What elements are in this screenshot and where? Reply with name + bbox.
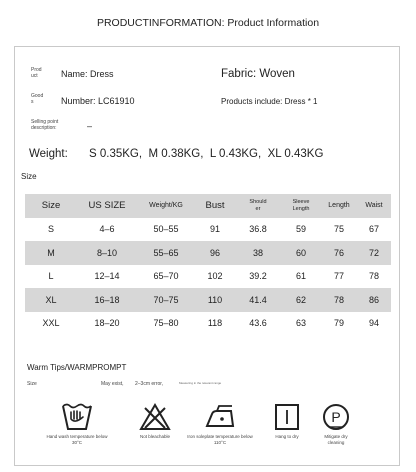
table-cell: 110 bbox=[195, 288, 235, 312]
selling-point-label: Selling point description: bbox=[31, 119, 59, 131]
table-cell: 55–65 bbox=[137, 241, 195, 265]
header-size: Size bbox=[25, 194, 77, 218]
table-cell: 86 bbox=[357, 288, 391, 312]
fabric: Fabric: Woven bbox=[221, 68, 295, 80]
table-cell: 18–20 bbox=[94, 318, 120, 329]
table-cell: 78 bbox=[321, 288, 357, 312]
table-cell: 76 bbox=[321, 241, 357, 265]
warm-tips-title: Warm Tips/WARMPROMPT bbox=[27, 363, 127, 372]
table-cell: 61 bbox=[295, 271, 306, 282]
table-row bbox=[25, 288, 391, 312]
product-tag: Prod uct bbox=[31, 67, 42, 79]
header-sleeve-length: Sleeve Length bbox=[281, 194, 321, 218]
product-info-card bbox=[14, 46, 400, 466]
table-row bbox=[25, 312, 391, 336]
table-cell: 70–75 bbox=[137, 288, 195, 312]
goods-tag: Good s bbox=[31, 93, 44, 105]
care-hang-dry bbox=[265, 402, 309, 440]
table-cell: 50–55 bbox=[153, 224, 179, 235]
iron-low-temp-icon bbox=[203, 402, 237, 432]
care-label: Not bleachable bbox=[139, 434, 171, 439]
table-cell: 91 bbox=[209, 224, 220, 235]
weight-s: S 0.35KG, bbox=[89, 148, 143, 160]
table-cell: 79 bbox=[333, 318, 344, 329]
care-label: Hand wash temperature below 30°C bbox=[46, 434, 108, 445]
size-label: Size bbox=[21, 172, 37, 181]
table-cell: 62 bbox=[281, 288, 321, 312]
table-cell: M bbox=[25, 241, 77, 265]
table-cell: 4–6 bbox=[99, 224, 115, 235]
table-row bbox=[25, 218, 391, 242]
table-cell: XXL bbox=[42, 318, 60, 329]
product-number: Number: LC61910 bbox=[61, 96, 135, 106]
header-bust: Bust bbox=[195, 194, 235, 218]
care-label: Mitigate dry cleaning bbox=[324, 434, 348, 445]
page-title: PRODUCTINFORMATION: Product Information bbox=[96, 17, 320, 29]
dry-clean-icon bbox=[321, 402, 351, 432]
header-weight: Weight/KG bbox=[137, 194, 195, 218]
care-iron bbox=[183, 402, 257, 445]
weight-xl: XL 0.43KG bbox=[267, 148, 324, 160]
care-no-bleach bbox=[123, 402, 187, 440]
care-dry-clean bbox=[313, 402, 359, 445]
table-cell: 67 bbox=[368, 224, 379, 235]
table-cell: 75–80 bbox=[153, 318, 179, 329]
table-cell: 39.2 bbox=[249, 271, 267, 282]
header-waist: Waist bbox=[357, 194, 391, 218]
product-name: Name: Dress bbox=[61, 69, 114, 79]
size-table bbox=[25, 194, 391, 335]
table-cell: 118 bbox=[207, 318, 223, 329]
table-cell: 78 bbox=[368, 271, 379, 282]
warm-tips-error: 2–3cm error, bbox=[135, 381, 164, 387]
table-cell: 59 bbox=[295, 224, 306, 235]
care-hand-wash bbox=[41, 402, 113, 445]
table-cell: 94 bbox=[368, 318, 379, 329]
table-cell: 16–18 bbox=[77, 288, 137, 312]
hand-wash-icon bbox=[60, 402, 94, 432]
table-cell: 102 bbox=[207, 271, 223, 282]
table-cell: 8–10 bbox=[77, 241, 137, 265]
table-cell: 43.6 bbox=[249, 318, 267, 329]
hang-dry-icon bbox=[273, 402, 301, 432]
table-cell: 63 bbox=[295, 318, 306, 329]
table-cell: 41.4 bbox=[235, 288, 281, 312]
warm-tips-size: Size bbox=[27, 381, 37, 387]
care-label: Hang to dry bbox=[275, 434, 299, 439]
table-cell: 60 bbox=[281, 241, 321, 265]
size-table-header bbox=[25, 194, 391, 218]
table-row bbox=[25, 241, 391, 265]
warm-tips-note: Measuring in the relevant range bbox=[179, 381, 222, 385]
weight-label: Weight: bbox=[29, 148, 68, 160]
care-label: Iron soleplate temperature below 110°C bbox=[187, 434, 253, 445]
table-cell: 75 bbox=[333, 224, 344, 235]
header-us-size: US SIZE bbox=[77, 194, 137, 218]
no-bleach-icon bbox=[139, 402, 171, 432]
table-cell: 36.8 bbox=[249, 224, 267, 235]
header-length: Length bbox=[321, 194, 357, 218]
warm-tips-may-exist: May exist, bbox=[101, 381, 124, 387]
weight-values bbox=[89, 148, 323, 160]
table-cell: XL bbox=[25, 288, 77, 312]
header-shoulder: Should er bbox=[235, 194, 281, 218]
table-cell: 96 bbox=[195, 241, 235, 265]
table-cell: 65–70 bbox=[153, 271, 179, 282]
table-cell: 72 bbox=[357, 241, 391, 265]
table-cell: 38 bbox=[235, 241, 281, 265]
table-cell: L bbox=[48, 271, 54, 282]
table-cell: S bbox=[47, 224, 54, 235]
svg-text:P: P bbox=[331, 409, 341, 425]
weight-m: M 0.38KG, bbox=[148, 148, 204, 160]
table-cell: 77 bbox=[333, 271, 344, 282]
products-include: Products include: Dress * 1 bbox=[221, 97, 318, 106]
selling-point-value: – bbox=[87, 121, 93, 131]
table-row bbox=[25, 265, 391, 289]
table-cell: 12–14 bbox=[94, 271, 120, 282]
weight-l: L 0.43KG, bbox=[209, 148, 262, 160]
